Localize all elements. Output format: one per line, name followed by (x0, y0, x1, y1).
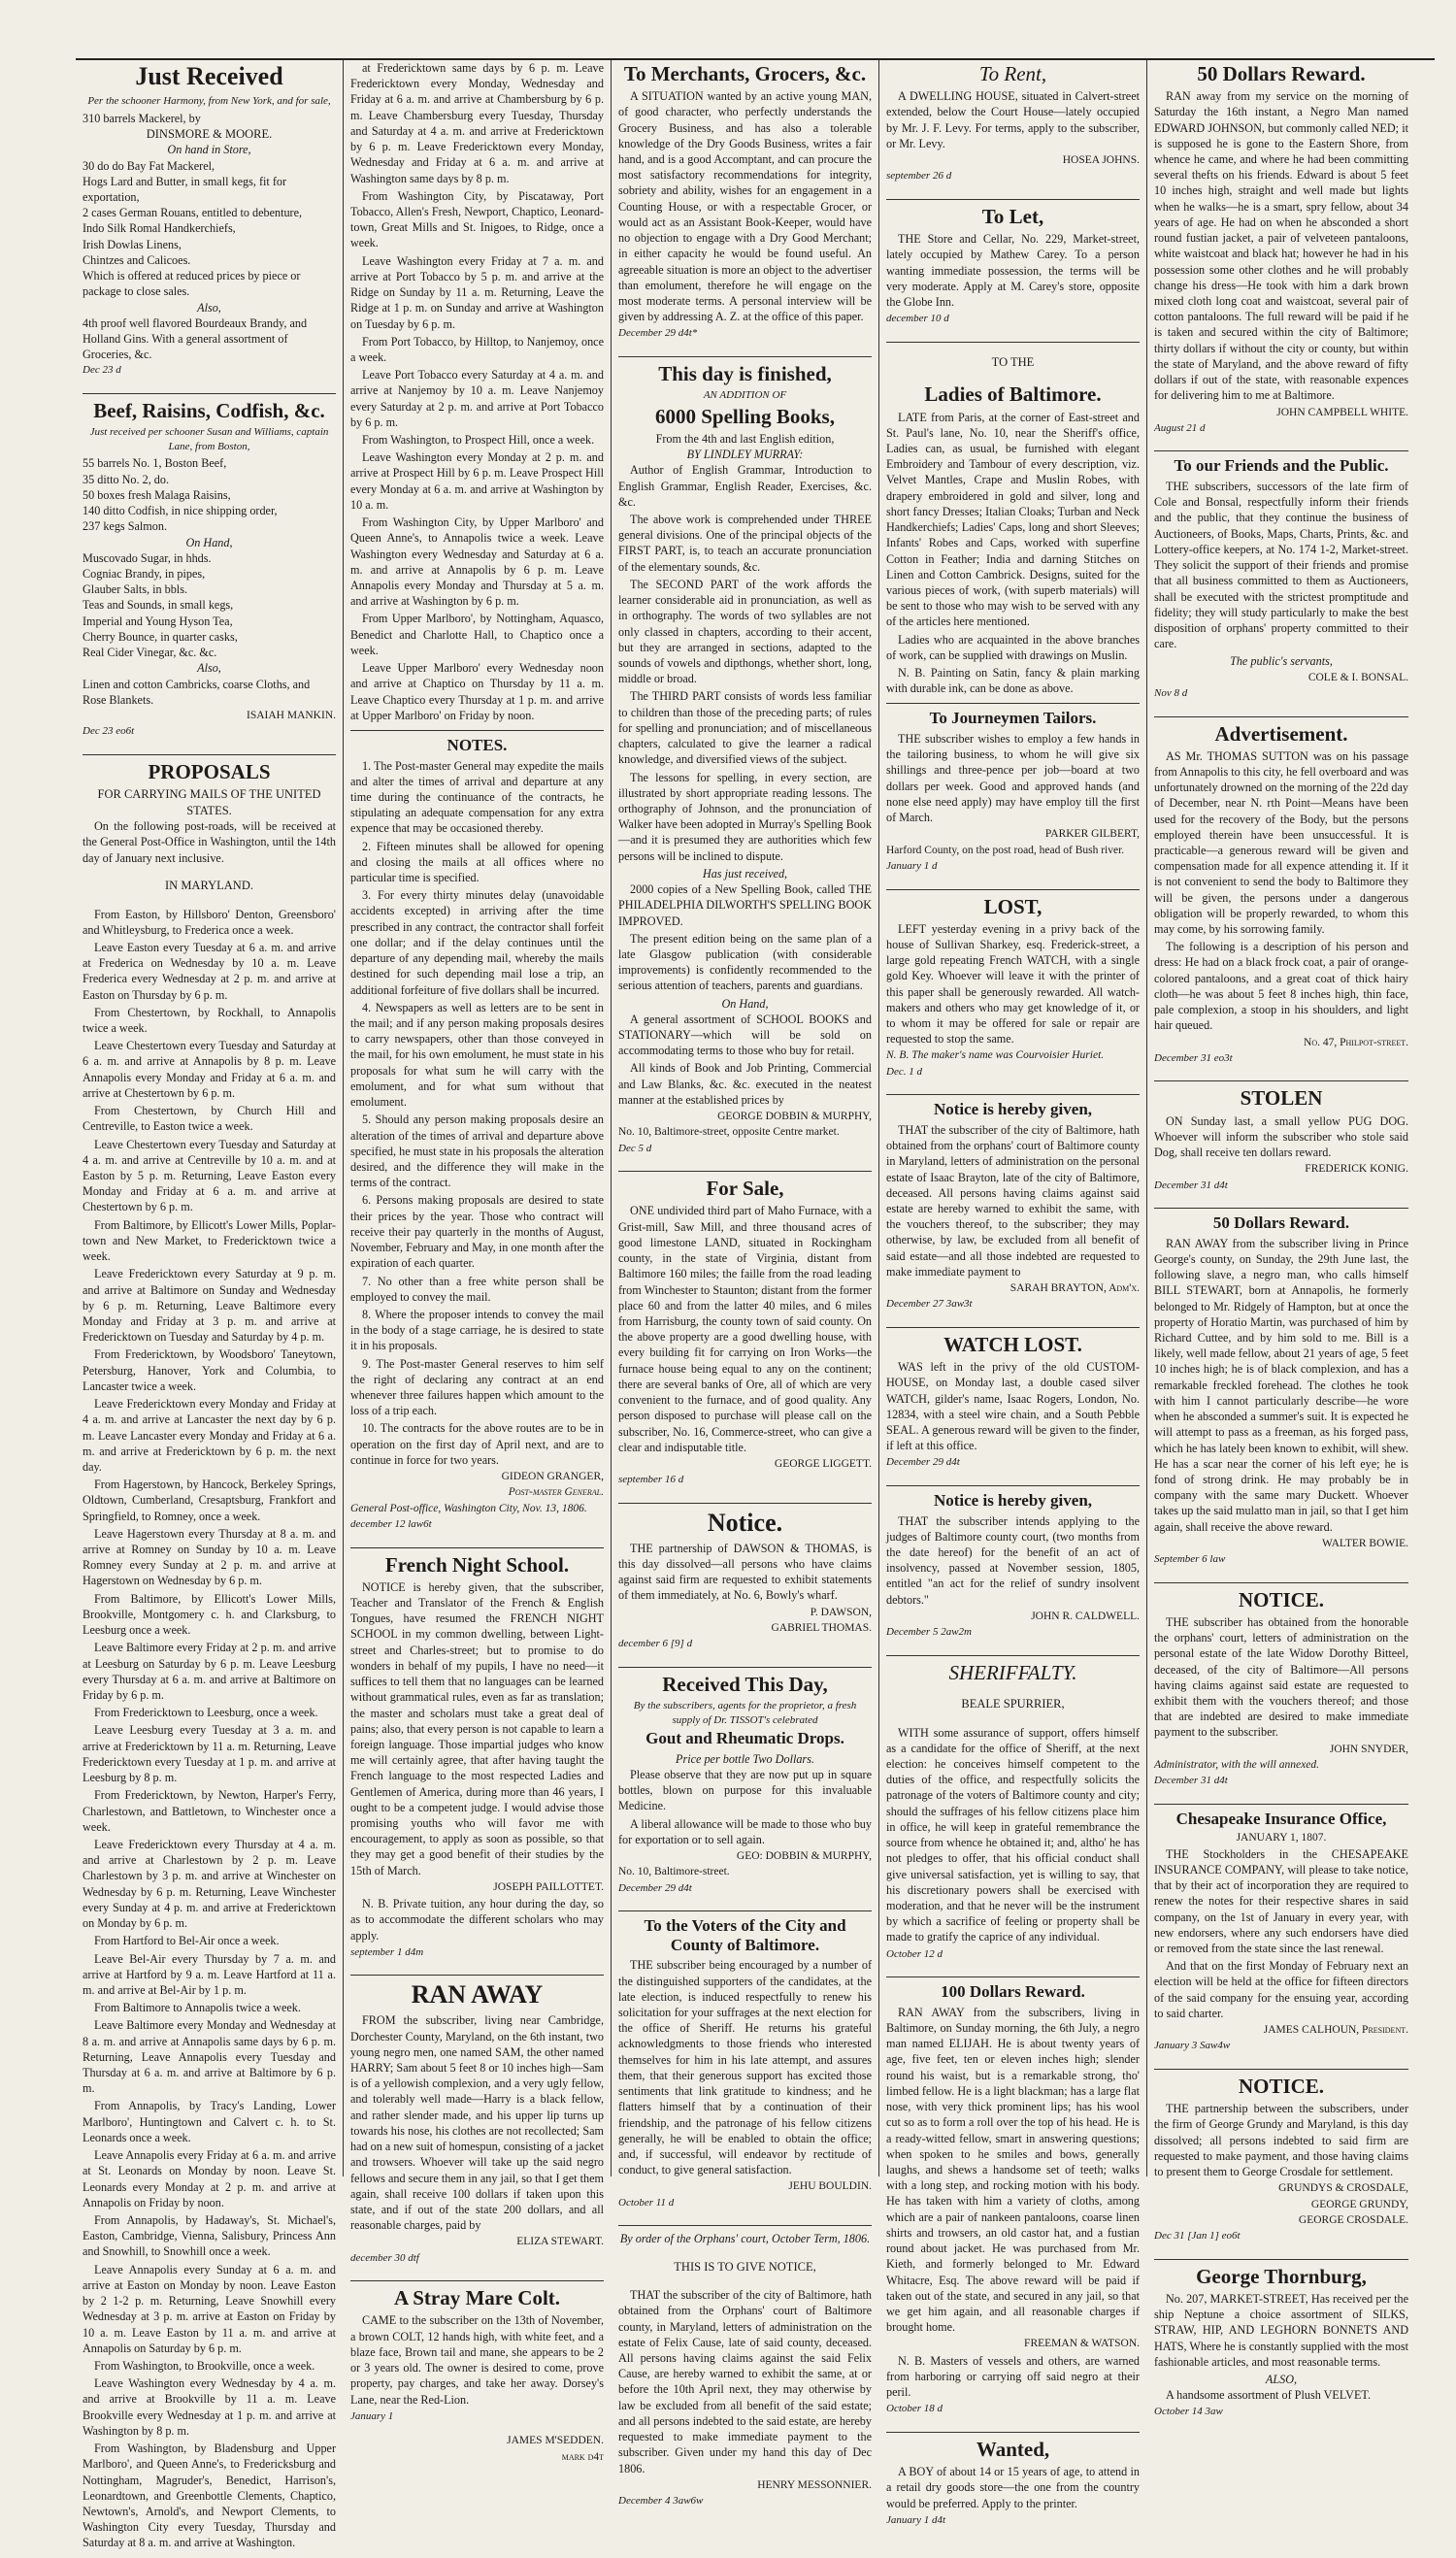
ad-body: The above work is comprehended under THREE general divisions. One of the principal objects of the FIRST PART, is, to teach an accurate pronunciation of the elementary sounds, &c. (618, 513, 872, 574)
ad-body: RAN away from my service on the morning of Saturday the 16th instant, a Negro Man named EDWARD JOHNSON, but commonly called NED; it is supposed he is gone to the Eastern Shore, from whence he came, and where he had been committing several thefts on his friends. Edward is about 5 feet 10 inches high, straight and well made but lights when he walks—he is a smart, spry fellow, about 34 years of age. He had on when he absconded a short round fustian jacket, a pair of velveteen pantaloons, white waistcoat and black hat; however he had in his possession some other clothes and he will probably change his dress—He took with him a dark brown mixed cloth long coat and waistcoat, several pair of cotton pantaloons. The full reward will be paid if he is taken and secured within the city of Baltimore; thirty dollars if without the city or county, but within the state of Maryland, and the above reward of fifty dollars if out of the state, with reasonable expences for delivering him to me at Baltimore. (1154, 89, 1408, 403)
route: Leave Washington every Monday at 2 p. m. and arrive at Prospect Hill by 6 p. m. Leave Prospect Hill every Monday at 6 a. m. and arrive at Washington by 10 a. m. (350, 450, 604, 512)
ad-line: Cherry Bounce, in quarter casks, (83, 629, 238, 644)
ad-stolen (1154, 1086, 1408, 1209)
ad-wanted (886, 2438, 1140, 2542)
ad-title-2: Gout and Rheumatic Drops. (645, 1729, 844, 1748)
ad-signer: HENRY MESSONNIER. (757, 2478, 872, 2491)
note: 6. Persons making proposals are desired to state their prices by the year. Those who contract will receive their pay quarterly in the months of August, November, February and May, in one month after the expiration of each quarter. (350, 1193, 604, 1271)
ad-notice-grundy (1154, 2075, 1408, 2260)
ad-friends-public (1154, 456, 1408, 716)
ad-body: All kinds of Book and Job Printing, Commercial and Law Blanks, &c. &c. executed in the neatest manner at the established prices by (618, 1061, 872, 1107)
route: Leave Hagerstown every Thursday at 8 a. m. and arrive at Romney on Sunday by 10 a. m. Leave Romney every Sunday at 2 p. m. and arrive at Hagerstown on Wednesday by 6 p. m. (83, 1526, 336, 1588)
ad-title: To Let, (981, 204, 1044, 228)
route: From Washington, to Prospect Hill, once a week. (362, 433, 595, 448)
ad-line: On Hand, (185, 535, 233, 549)
ad-line: Indo Silk Romal Handkerchiefs, (83, 221, 236, 236)
ad-body: Please observe that they are now put up in square bottles, blown on purpose for this invaluable Medicine. (618, 1767, 872, 1813)
ad-title: PROPOSALS (148, 759, 271, 783)
ad-date: Dec 23 d (83, 364, 121, 377)
note: 4. Newspapers as well as letters are to be sent in the mail; and if any person making proposals desires to carry newspapers, other than those conveyed in the mail, for his own emolument, he must state in his proposals for what sum he will carry with the emolument, and for what sum without that emolument. (350, 1000, 604, 1110)
column-3 (612, 60, 879, 2508)
ad-line: 55 barrels No. 1, Boston Beef, (83, 456, 227, 471)
route: Leave Upper Marlboro' every Wednesday noon and arrive at Chaptico on Thursday by 11 a. m. Leave Chaptico every Thursday at 1 p. m. and arrive at Upper Marlboro' on Friday by noon. (350, 661, 604, 722)
route: Leave Baltimore every Friday at 2 p. m. and arrive at Leesburg on Saturday by 6 p. m. Leave Leesburg every Thursday at 6 a. m. and arrive at Baltimore on Friday by 6 p. m. (83, 1641, 336, 1703)
ad-subtitle: By the subscribers, agents for the proprietor, a fresh supply of Dr. TISSOT's celebrated (633, 1699, 857, 1726)
ad-signer: JOHN R. CALDWELL. (1031, 1610, 1140, 1622)
ad-title: Advertisement. (1214, 721, 1348, 746)
ad-line: On hand in Store, (167, 143, 251, 157)
ad-body: A general assortment of SCHOOL BOOKS and STATIONARY—which will be sold on accommodating terms to those who buy for retail. (618, 1012, 872, 1058)
ad-line: Imperial and Young Hyson Tea, (83, 614, 233, 628)
route: Leave Easton every Tuesday at 6 a. m. and arrive at Frederica on Wednesday by 10 a. m. Leave Frederica every Wednesday at 2 p. m. and arrive at Easton on Thursday by 6 p. m. (83, 940, 336, 1002)
ad-body: And that on the first Monday of February next an election will be held at the office for fifteen directors of the said company for the ensuing year, according to said charter. (1154, 1959, 1408, 2020)
ad-date: January 1 (350, 2409, 394, 2422)
ad-address: Harford County, on the post road, head of Bush river. (886, 844, 1125, 856)
ad-signer: GRUNDYS & CROSDALE, (1278, 2182, 1408, 2195)
column-2 (344, 60, 612, 2463)
ad-body: The present edition being on the same plan of a late Glasgow publication (with considerable improvements) is confidently recommended to the serious attention of teachers, parents and guardians. (618, 931, 872, 993)
ad-date: December 31 eo3t (1154, 1051, 1233, 1064)
ad-date: Dec 23 eo6t (83, 725, 135, 738)
route: From Hartford to Bel-Air once a week. (94, 1934, 280, 1948)
ad-signer: ISAIAH MANKIN. (247, 709, 336, 721)
ad-merchants (618, 62, 872, 357)
ad-title: To Merchants, Grocers, &c. (623, 62, 867, 85)
route: From Baltimore, by Ellicott's Lower Mills, Brookville, Montgomery c. h. and Clarksburg, to Leesburg once a week. (83, 1591, 336, 1638)
ad-body: A DWELLING HOUSE, situated in Calvert-street extended, below the Court House—lately occupied by Mr. J. F. Levy. For terms, apply to the subscriber, or Mr. Levy. (886, 89, 1140, 150)
ad-line: Real Cider Vinegar, &c. &c. (83, 646, 217, 660)
ad-title: Wanted, (976, 2437, 1050, 2461)
ad-orphans-court (618, 2231, 872, 2523)
ad-line: 140 ditto Codfish, in nice shipping order, (83, 504, 278, 518)
ad-body: THAT the subscriber of the city of Baltimore, hath obtained from the Orphans' court of Baltimore county, in Maryland, letters of administration on the estate of Felix Cause, late of said county, deceased. All persons having claims against the said Felix Cause, are hereby warned to exhibit the same, at or before the 10th April next, they may otherwise by law be excluded from all benefit of the said estate; and all persons indebted to the said estate, are hereby requested to make immediate payment to the subscriber. Given under my hand this day of Dec 1806. (618, 2288, 872, 2475)
ad-body: LATE from Paris, at the corner of East-street and St. Paul's lane, No. 10, near the Sheriff's office, Ladies can, as usual, be furnished with elegant Embroidery and Tambour of every description, viz. Velvet Mantles, Crape and Muslin Robes, with drapery embroidered in gold and silver, long and short fancy Dresses; Italian Cloaks; Turban and Neck Handkerchiefs; Ladies' Caps, long and short Sleeves; Infants' Robes and Caps, worked with superfine Cotton in Feather; India and darning Stitches on Linen and Cotton Cambrick. Designs, suited for the various pieces of work, (with superb materials) will be sent to those who may wish to be served with any of the articles here mentioned. (886, 410, 1140, 629)
ad-title: Beef, Raisins, Codfish, &c. (93, 399, 325, 423)
route: Leave Annapolis every Friday at 6 a. m. and arrive at St. Leonards on Monday by noon. Leave St. Leonards every Monday at 2 p. m. and arrive at Annapolis on Friday by noon. (83, 2148, 336, 2209)
ad-title: To Rent, (978, 62, 1047, 85)
ad-nb: N. B. Private tuition, any hour during the day, so as to accommodate the different scholars who may apply. (350, 1897, 604, 1943)
ad-title: WATCH LOST. (943, 1332, 1082, 1356)
ad-date: Dec 5 d (618, 1142, 652, 1154)
ad-body: THE subscriber being encouraged by a number of the distinguished supporters of the candidates, at the late election, is induced respectfully to renew his solicitation for your suffrages at the next election for the office of Sheriff. He returns his grateful acknowledgments to those friends who interested themselves for him in his late attempt, and assures them, that their generous support has excited those sentiments that link gratitude to kindness; and he flatters himself that by a continuation of their friendship, and the patronage of his fellow citizens generally, he will be enabled to obtain the office; and, if successful, will endeavor by rectitude of conduct, to give general satisfaction. (618, 1958, 872, 2177)
ad-title: To Journeymen Tailors. (929, 709, 1097, 728)
ad-region: IN MARYLAND. (165, 879, 253, 893)
route: From Fredericktown, by Woodsboro' Taneytown, Petersburg, Hanover, York and Columbia, to Lancaster twice a week. (83, 1347, 336, 1393)
ad-title: Received This Day, (662, 1672, 828, 1696)
ad-date: January 3 Saw4w (1154, 2040, 1231, 2052)
ad-lost (886, 895, 1140, 1096)
ad-date: December 27 3aw3t (886, 1298, 973, 1311)
ad-address: No. 10, Baltimore-street, opposite Centre market. (618, 1126, 840, 1139)
ad-date: september 1 d4m (350, 1945, 424, 1958)
ad-line: 4th proof well flavored Bourdeaux Brandy, and Holland Gins. With a general assortment of Groceries, &c. (83, 316, 308, 362)
ad-line: 2 cases German Rouans, entitled to debenture, (83, 206, 303, 220)
ad-date: December 29 d4t (618, 1881, 692, 1894)
ad-signer: JOHN CAMPBELL WHITE. (1276, 406, 1408, 418)
ad-line: From the 4th and last English edition, (655, 431, 835, 446)
ad-line: 35 ditto No. 2, do. (83, 472, 170, 486)
ad-line: 50 boxes fresh Malaga Raisins, (83, 487, 231, 502)
ad-body: The lessons for spelling, in every section, are illustrated by short appropriate reading lessons. The orthography of Johnson, and the pronunciation of Walker have been adopted in Murray's Spelling Book—and it is presumed they are authorities which few persons will be inclined to dispute. (618, 770, 872, 863)
ad-title: George Thornburg, (1196, 2264, 1367, 2288)
ad-signer: GABRIEL THOMAS. (771, 1621, 872, 1634)
ad-spelling-books (618, 362, 872, 1172)
column-5 (1147, 60, 1415, 2418)
ad-body: THE subscribers, successors of the late firm of Cole and Bonsal, respectfully inform their friends and the public, that they continue the business of Auctioneers, of Books, Maps, Charts, Prints, &c. and Lottery-office keepers, at No. 174 1-2, Market-street. They solicit the support of their friends and promise that all business committed to them as Auctioneers, shall be executed with the strictest promptitude and fidelity; they will study particularly to make the best disposition of orphans' property committed to their care. (1154, 479, 1408, 651)
ad-line: Has just received, (702, 866, 788, 880)
ad-date: december 12 law6t (350, 1517, 432, 1530)
ad-title: Just Received (135, 62, 283, 90)
ad-body: THE Store and Cellar, No. 229, Market-street, lately occupied by Mathew Carey. To a person wanting immediate possession, the terms will be very moderate. Apply at M. Carey's store, opposite the Globe Inn. (886, 232, 1140, 309)
ad-line: 237 kegs Salmon. (83, 519, 168, 534)
ad-to-let (886, 205, 1140, 343)
ad-body: ONE undivided third part of Maho Furnace, with a Grist-mill, Saw Mill, and three thousand acres of good limestone LAND, situated in Rockingham county, in the state of Virginia, distant from Baltimore 160 miles; the faille from the road leading from Winchester to Staunton; distant from the former place 60 and from the latter 40 miles, and 6 miles from Harrisburg, the county town of said county. On the above property are a good dwelling house, with every building fit for carrying on Iron Works—the furnace house being equal to any on the continent; there are several banks of Ore, all of which are very convenient to the furnace, and of good quality. Any person disposed to purchase will please call on the subscriber, No. 16, Commerce-street, who can give a clear and indisputable title. (618, 1204, 872, 1454)
ad-line: Also, (197, 300, 221, 315)
ad-title: Notice is hereby given, (933, 1100, 1093, 1119)
ad-signer: P. DAWSON, (810, 1606, 872, 1618)
route: From Chestertown, by Rockhall, to Annapolis twice a week. (83, 1005, 336, 1036)
ad-body: THAT the subscriber of the city of Baltimore, hath obtained from the orphans' court of Baltimore county in Maryland, letters of administration on the personal estate of Isaac Brayton, late of the city of Baltimore, deceased. All persons having claims against said estate are hereby warned to exhibit the same, with the vouchers thereof, to the subscriber; they may otherwise, by law, be excluded from all benefit of said estate—and all those indebted are requested to make immediate payment to (886, 1122, 1140, 1279)
ad-signer: COLE & I. BONSAL. (1307, 671, 1408, 683)
ad-title: 50 Dollars Reward. (1197, 62, 1366, 85)
note: 9. The Post-master General reserves to him self the right of declaring any contract at an end whenever three failures happen which amount to the loss of a trip each. (350, 1356, 604, 1418)
route: From Washington, to Brookville, once a week. (94, 2358, 315, 2373)
ad-watch-lost (886, 1333, 1140, 1486)
ad-dissolution (618, 1509, 872, 1668)
ad-price: Price per bottle Two Dollars. (676, 1751, 814, 1766)
ad-date: Dec 31 [Jan 1] eo6t (1154, 2230, 1241, 2242)
ad-title: NOTICE. (1238, 2075, 1325, 2099)
route: Leave Port Tobacco every Saturday at 4 a. m. and arrive at Nanjemoy by 10 a. m. Leave Nanjemoy every Saturday at 2 p. m. and arrive at Port Tobacco by 6 p. m. (350, 368, 604, 429)
ad-date: January 1 d (886, 859, 938, 872)
ad-body: CAME to the subscriber on the 13th of November, a brown COLT, 12 hands high, with white feet, and a blaze face, Brown tail and mane, she appears to be 2 or 3 years old. The owner is desired to come, prove property, pay charges, and take her away. Dorsey's Lane, near the Red-Lion. (350, 2313, 604, 2407)
ad-signer: GEORGE DOBBIN & MURPHY, (717, 1111, 872, 1123)
ad-body: The THIRD PART consists of words less familiar to children than those of the preceding parts; of rules for spelling and pronunciation; and of miscellaneous chapters, calculated to give the learner a radical knowledge, and diversified views of the subject. (618, 689, 872, 767)
ad-body: 2000 copies of a New Spelling Book, called THE PHILADELPHIA DILWORTH'S SPELLING BOOK IMPROVED. (618, 882, 872, 928)
ad-line: Irish Dowlas Linens, (83, 237, 182, 251)
ad-body: THE partnership between the subscribers, under the firm of George Grundy and Maryland, is this day dissolved; all persons indebted to said firm are requested to make payment, and those having claims to present them to George Crosdale for settlement. (1154, 2102, 1408, 2179)
ad-body: THAT the subscriber intends applying to the judges of Baltimore county court, (two months from the date hereof) for the benefit of an act of insolvency, passed at November session, 1805, entitled "an act for the relief of sundry insolvent debtors." (886, 1513, 1140, 1607)
route: From Hagerstown, by Hancock, Berkeley Springs, Oldtown, Cumberland, Cresaptsburg, Frankfort and Springfield, to Romney, once a week. (83, 1478, 336, 1523)
newspaper-page (76, 58, 1435, 2550)
ad-title: 100 Dollars Reward. (941, 1982, 1085, 2002)
ad-body: THE subscriber wishes to employ a few hands in the tailoring business, to whom he will give six shillings and three-pence per job—board at two dollars per week. Good and approved hands (and none else need apply) may have employ till the first of March. (886, 732, 1140, 825)
ad-address: No. 10, Baltimore-street. (618, 1866, 730, 1878)
ad-date: December 31 d4t (1154, 1179, 1228, 1191)
ad-signer: JEHU BOULDIN. (788, 2180, 872, 2193)
ad-body: WITH some assurance of support, offers himself as a candidate for the office of Sheriff, at the next election: he conceives himself competent to the duties of the office, and respectfully solicits the patronage of the voters of Baltimore county and city; should the suffrages of his fellow citizens place him in office, he will keep in grateful remembrance the source from whence he obtained it; and, altho' he has not pledges to offer, that his official conduct shall give universal satisfaction, yet is willing to say, that his discretionary powers shall be exercised with moderation, and that he never will be the instrument by which a sacrifice of feeling or property shall be made to gratify the caprice of any individual. (886, 1725, 1140, 1944)
ad-french-school (350, 1553, 604, 1977)
ad-body: THE partnership of DAWSON & THOMAS, is this day dissolved—all persons who have claims against said firm are requested to exhibit statements of them immediately, at No. 6, Bowly's wharf. (618, 1541, 872, 1603)
ad-pre: TO THE (991, 355, 1035, 370)
route: Leave Washington every Friday at 7 a. m. and arrive at Port Tobacco by 5 p. m. and arrive at the Ridge on Sunday by 11 a. m. Returning, Leave the Ridge at 1 p. m. on Sunday and arrive at Washington on Tuesday by 6 p. m. (350, 253, 604, 331)
ad-title: 50 Dollars Reward. (1212, 1213, 1350, 1233)
ad-subtitle: THIS IS TO GIVE NOTICE, (674, 2260, 816, 2275)
ad-title: LOST, (983, 894, 1042, 918)
ad-body: THE Stockholders in the CHESAPEAKE INSURANCE COMPANY, will please to take notice, that by their act of incorporation they are required to renew the notes for their respective shares in said company, on the 1st of January in every year, with new endorsers, where any such endorsers have died or removed from the state since the last renewal. (1154, 1846, 1408, 1956)
ad-title-2: 6000 Spelling Books, (655, 404, 835, 428)
ad-date: October 14 3aw (1154, 2406, 1223, 2418)
ad-50-dollars-johnson (1154, 62, 1408, 451)
ad-subtitle: Just received per schooner Susan and Williams, captain Lane, from Boston, (89, 426, 329, 452)
ad-note: A liberal allowance will be made to those who buy for exportation or to sell again. (618, 1816, 872, 1846)
ad-line: Cogniac Brandy, in pipes, (83, 566, 206, 581)
ad-line: Hogs Lard and Butter, in small kegs, fit for exportation, (83, 174, 287, 205)
ad-signer: GEO: DOBBIN & MURPHY, (736, 1850, 872, 1863)
ad-body: Ladies who are acquainted in the above branches of work, can be supplied with drawings on Muslin. (886, 632, 1140, 662)
ad-date: December 29 d4t* (618, 327, 698, 340)
ad-body: Author of English Grammar, Introduction to English Grammar, English Reader, Exercises, &c. &c. (618, 463, 872, 509)
ad-subtitle: Per the schooner Harmony, from New York, and for sale, (87, 94, 331, 107)
ad-office: General Post-office, Washington City, Nov. 13, 1806. (350, 1502, 587, 1514)
route: Leave Fredericktown every Saturday at 9 p. m. and arrive at Baltimore on Sunday and Wednesday by 6 p. m. Returning, Leave Baltimore every Monday and Friday at 3 p. m. and arrive at Fredericktown on Tuesday and Saturday by 4 p. m. (83, 1267, 336, 1345)
ad-title: SHERIFFALTY. (948, 1660, 1077, 1684)
note: 10. The contracts for the above routes are to be in operation on the first day of April next, and are to continue in force for two years. (350, 1421, 604, 1467)
ad-line: 310 barrels Mackerel, by (83, 111, 201, 125)
ad-date: September 6 law (1154, 1553, 1226, 1566)
ad-body: A SITUATION wanted by an active young MAN, of good character, who perfectly understands the Grocery Business, and has also a tolerable knowledge of the Dry Goods Business, writes a fair hand, and is a good Accomptant, and can procure the most satisfactory recommendations for integrity, sobriety and ability, wishes for an engagement in a Counting House, or with a respectable Grocer, or would act as an Assistant Book-Keeper, would have no objection to engage with a Dry Good Merchant; in either capacity he would be found useful. An agreeable situation is more an object to the advertiser than emolument, therefore he will engage on the most moderate terms. A personal interview will be given by addressing A. Z. at the office of this paper. (618, 89, 872, 324)
route: Leave Bel-Air every Thursday by 7 a. m. and arrive at Hartford by 9 a. m. Leave Hartford at 11 a. m. and arrive at Bel-Air by 1 p. m. (83, 1951, 336, 1997)
ad-title: Notice is hereby given, (933, 1491, 1093, 1511)
ad-line: On Hand, (721, 996, 769, 1011)
ad-nb: N. B. The maker's name was Courvoisier Huriet. (886, 1049, 1105, 1062)
note: 2. Fifteen minutes shall be allowed for opening and closing the mails at all offices where no particular time is specified. (350, 839, 604, 885)
ad-body: On the following post-roads, will be received at the General Post-Office in Washington, until the 14th day of January next inclusive. (83, 819, 336, 865)
route: From Fredericktown to Leesburg, once a week. (94, 1706, 318, 1720)
ad-title: RAN AWAY (411, 1980, 544, 2010)
ad-title: NOTICE. (1238, 1587, 1325, 1611)
ad-subtitle: FOR CARRYING MAILS OF THE UNITED STATES. (97, 786, 321, 817)
ad-body: WAS left in the privy of the old CUSTOM-HOUSE, on Monday last, a double cased silver WATCH, gilder's name, Isaac Rogers, London, No. 12834, with a steel wire chain, and a South Pebble SEAL. A generous reward will be given to the finder, if left at this office. (886, 1360, 1140, 1453)
ad-to-rent (886, 62, 1140, 200)
ad-also: ALSO, (1265, 2372, 1298, 2386)
route: From Baltimore to Annapolis twice a week. (94, 2001, 301, 2015)
ad-author: BY LINDLEY MURRAY: (686, 448, 804, 462)
route: Leave Annapolis every Sunday at 6 a. m. and arrive at Easton on Monday by noon. Leave Easton by 2 1-2 p. m. Returning, Leave Snowhill every Wednesday at 3 p. m. arrive at Easton on Friday by 10 a. m. Leave Easton by 11 a. m. and arrive at Annapolis on Saturday by 6 p. m. (83, 2262, 336, 2355)
ad-50-dollars-bowie (1154, 1213, 1408, 1583)
ad-date: January 1 d4t (886, 2513, 946, 2526)
ad-title: Ladies of Baltimore. (924, 382, 1102, 407)
ad-title: STOLEN (1240, 1086, 1323, 1111)
ad-date: December 29 d4t (886, 1456, 960, 1469)
ad-line: Linen and cotton Cambricks, coarse Cloths, and Rose Blankets. (83, 677, 311, 707)
ad-line: Chintzes and Calicoes. (83, 252, 191, 267)
ad-date: december 30 dtf (350, 2251, 419, 2264)
ad-role: Administrator, with the will annexed. (1154, 1758, 1319, 1771)
ad-notice-brayton (886, 1100, 1140, 1328)
ad-voters (618, 1916, 872, 2226)
note: 7. No other than a free white person shall be employed to convey the mail. (350, 1274, 604, 1304)
ad-signer: GEORGE GRUNDY, (1310, 2198, 1408, 2210)
ad-signer: GIDEON GRANGER, (501, 1471, 604, 1483)
ad-mail-routes-continued (350, 60, 604, 731)
ad-stray-mare (350, 2286, 604, 2471)
ad-body: LEFT yesterday evening in a privy back of the house of Sullivan Sharkey, esq. Frederick-street, a large gold repeating French WATCH, with a single gold Key. Whoever will leave it with the printer of this paper shall be generously rewarded. All watch-makers and others who may get knowledge of it, or to whom it may be offered for sale or repair are requested to stop the same. (886, 921, 1140, 1046)
ad-insurance (1154, 1810, 1408, 2070)
ad-proposals (83, 760, 336, 2558)
ad-thornburg (1154, 2265, 1408, 2435)
ad-gout-drops (618, 1673, 872, 1911)
ad-date: december 10 d (886, 313, 949, 325)
ad-date: september 16 d (618, 1474, 684, 1486)
ad-body: A BOY of about 14 or 15 years of age, to attend in a retail dry goods store—the one from the country would be preferred. Apply to the printer. (886, 2465, 1140, 2510)
ad-body: The SECOND PART of the work affords the learner considerable aid in pronunciation, as well as in orthography. The words of two syllables are not only classed in chapters, according to their accent, but they are arranged in sections, adapted to the sounds of vowels and dipthongs, whether short, long, middle or broad. (618, 577, 872, 686)
route: From Annapolis, by Tracy's Landing, Lower Marlboro', Huntingtown and Calvert c. h. to St. Leonards once a week. (83, 2099, 336, 2144)
ad-signer: GEORGE LIGGETT. (774, 1457, 872, 1470)
ad-mark: mark d4t (561, 2450, 604, 2463)
ad-body: FROM the subscriber, living near Cambridge, Dorchester County, Maryland, on the 6th instant, two young negro men, one named SAM, the other named HARRY; Sam about 5 feet 8 or 10 inches high—Sam is of a yellowish complexion, and a very ugly fellow, and tolerably well made—Harry is a black fellow, and rather slender made, and his upper lip turns up towards his nose, his clothes are not recollected; Sam had on a new suit of homespun, consisting of a jacket and trowsers. Whoever will take up the said negro fellows and secure them in any jail, so that I get them again, shall receive 100 dollars if taken upon this state, and if out of the state 200 dollars, and all reasonable charges, paid by (350, 2013, 604, 2233)
ad-ran-away-stewart (350, 1980, 604, 2281)
ad-signer-title: Post-master General. (508, 1486, 604, 1499)
route: From Fredericktown, by Newton, Harper's Ferry, Charlestown, and Battletown, to Winchester once a week. (83, 1788, 336, 1834)
route: From Washington, by Bladensburg and Upper Marlboro', and Queen Anne's, to Fredericksburg and Nottingham, Magruder's, Benedict, Harrison's, Leonardtown, and Greenbottle Clements, Chaptico, Newtown's, Arnold's, and Newport Clements, to Washington City every Tuesday, Thursday and Saturday at 8 a. m. and arrive at Washington. (83, 2442, 336, 2550)
route: From Chestertown, by Church Hill and Centreville, to Easton twice a week. (83, 1104, 336, 1134)
ad-address: No. 47, Philpot-street. (1304, 1036, 1408, 1048)
ad-line: Teas and Sounds, in small kegs, (83, 598, 234, 613)
ad-signer: PARKER GILBERT, (1044, 828, 1140, 841)
ad-title: French Night School. (384, 1552, 570, 1577)
note: 8. Where the proposer intends to convey the mail in the body of a stage carriage, he is desired to state it in his proposals. (350, 1307, 604, 1353)
ad-line: Muscovado Sugar, in hhds. (83, 550, 212, 565)
route: Leave Fredericktown every Monday and Friday at 4 a. m. and arrive at Lancaster the next day by 6 p. m. Leave Lancaster every Monday and Friday at 6 a. m. and arrive at Fredericktown by 6 p. m. the next day. (83, 1397, 336, 1474)
ad-body: RAN AWAY from the subscribers, living in Baltimore, on Sunday morning, the 6th July, a negro man named ELIJAH. He is about twenty years of age, five feet, ten or eleven inches high; slender round his waist, but is a remarkable strong, tho' limbed fellow. He is a light blackman; has a large flat nose, with very thick prominent lips; has his wool cut so as to form a roll over the top of his head. He is a ready-witted fellow, smart in answering questions; when spoken to he smiles and bows, generally laughs, and shews a handsome set of teeth; walks with a long step, and rocking motion with his body. He has taken with him a variety of cloths, among which are a pair of nankeen pantaloons, coarse linen shirts and trowsers, an old castor hat, and a fustian round about jacket. He was purchased from Mr. Kieth, and formerly belonged to Mr. Edward Whitacre, Esq. The above reward will be paid if taken out of the state, and secured in any jail, so that we get him again, and all reasonable charges if brought home. (886, 2005, 1140, 2335)
ad-sheriffalty (886, 1661, 1140, 1977)
ad-tail: The public's servants, (1230, 654, 1333, 669)
ad-body: No. 207, MARKET-STREET, Has received per the ship Neptune a choice assortment of SILKS, STRAW, HIP, AND LEGHORN BONNETS AND HATS, Where he is constantly supplied with the most fashionable articles, and most reasonable terms. (1154, 2291, 1408, 2369)
ad-signer: JOSEPH PAILLOTTET. (493, 1880, 604, 1893)
ad-signer: JAMES CALHOUN, President. (1263, 2024, 1408, 2037)
ad-notice-snyder (1154, 1588, 1408, 1805)
ad-signer: FREEMAN & WATSON. (1024, 2338, 1140, 2350)
ad-title: Chesapeake Insurance Office, (1175, 1809, 1387, 1828)
ad-date-line: JANUARY 1, 1807. (1236, 1832, 1327, 1844)
ad-date: December 4 3aw6w (618, 2495, 704, 2508)
ad-date: December 5 2aw2m (886, 1626, 972, 1639)
route: From Washington City, by Upper Marlboro' and Queen Anne's, to Annapolis twice a week. Leave Washington every Wednesday and Saturday at 6 a. m. and arrive at Annapolis by 6 p. m. Leave Annapolis every Monday and Thursday at 5 a. m. and arrive at Washington by 6 p. m. (350, 515, 604, 609)
note: 3. For every thirty minutes delay (unavoidable accidents excepted) in arriving after the time prescribed in any contract, the contractor shall forfeit one dollar; and if the delay continues until the departure of any depending mail, whereby the mails destined for such depending mail lose a trip, an additional forfeiture of five dollars shall be incurred. (350, 888, 604, 997)
ad-date: september 26 d (886, 170, 952, 183)
route: at Fredericktown same days by 6 p. m. Leave Fredericktown every Monday, Wednesday and Friday at 6 a. m. and arrive at Chambersburg by 6 p. m. Leave Chambersburg every Tuesday, Thursday and Saturday at 4 a. m. and arrive at Fredericktown by 6 p. m. Leave Fredericktown every Monday, Wednesday and Friday at 6 a. m. and arrive at Washington same days by 8 p. m. (350, 61, 604, 185)
ad-signer: HOSEA JOHNS. (1062, 154, 1140, 167)
ad-title: To the Voters of the City and County of Baltimore. (644, 1916, 846, 1954)
ad-head: By order of the Orphans' court, October Term, 1806. (619, 2232, 871, 2246)
column-1 (76, 60, 344, 2550)
ad-date: October 11 d (618, 2196, 675, 2209)
route: From Baltimore, by Ellicott's Lower Mills, Poplar-town and New Market, to Fredericktown twice a week. (83, 1217, 336, 1264)
route: Leave Leesburg every Tuesday at 3 a. m. and arrive at Fredericktown by 11 a. m. Returning, Leave Fredericktown every Tuesday at 1 p. m. and arrive at Leesburg by 8 p. m. (83, 1723, 336, 1785)
ad-signer: FREDERICK KONIG. (1305, 1163, 1408, 1176)
ad-date: Nov 8 d (1154, 686, 1188, 699)
note: 5. Should any person making proposals desire an alteration of the times of arrival and departure above specified, he must state in his proposals the alteration desired, and the difference they will make in the terms of the contract. (350, 1113, 604, 1190)
ad-signer: JAMES M'SEDDEN. (507, 2435, 604, 2447)
ad-body: THE subscriber has obtained from the honorable the orphans' court, letters of administration on the personal estate of the late Widow Dorothy Bitteel, deceased, of the city of Baltimore—All persons having claims against said estate are requested to exhibit them with the vouchers thereof; and those that are indebted are desired to make immediate payment to the subscriber. (1154, 1614, 1408, 1740)
ad-signer: ELIZA STEWART. (516, 2236, 604, 2248)
ad-title: NOTES. (447, 735, 508, 754)
ad-signer: SARAH BRAYTON, Adm'x. (1009, 1282, 1140, 1295)
ad-body: ON Sunday last, a small yellow PUG DOG. Whoever will inform the subscriber who stole said Dog, shall receive ten dollars reward. (1154, 1113, 1408, 1160)
column-4 (879, 60, 1147, 2526)
ad-line: Which is offered at reduced prices by piece or package to close sales. (83, 269, 301, 299)
ad-100-dollars-reward (886, 1982, 1140, 2433)
ad-just-received (83, 62, 336, 394)
note: 1. The Post-master General may expedite the mails and alter the times of arrival and departure at any time during the continuance of the contracts, he stipulating an adequate compensation for any extra expence that may be occasioned thereby. (350, 758, 604, 836)
ad-title: To our Friends and the Public. (1174, 456, 1389, 476)
ad-signer: WALTER BOWIE. (1321, 1537, 1408, 1549)
route: From Upper Marlboro', by Nottingham, Aquasco, Benedict and Charlotte Hall, to Chaptico once a week. (350, 612, 604, 657)
ad-for-sale (618, 1177, 872, 1504)
ad-date: August 21 d (1154, 421, 1206, 434)
ad-notice-caldwell (886, 1491, 1140, 1656)
ad-body: AS Mr. THOMAS SUTTON was on his passage from Annapolis to this city, he fell overboard and was unfortunately drowned on the morning of the 22d day of December, near N. rth Point—Means have been used for the recovery of the Body, but the persons employed therein have been unsuccessful. It is practicable—a generous reward will be given and compensation made for all expence attending it. If it is not convenient to send the body to Baltimore they will be given, the persons under a dangerous obligation will be properly rewarded, to whom this may come, by his sorrowing family. (1154, 748, 1408, 937)
ad-date: Dec. 1 d (886, 1065, 922, 1078)
ad-signer: GEORGE CROSDALE. (1298, 2213, 1408, 2226)
ad-notes (350, 736, 604, 1548)
ad-title: A Stray Mare Colt. (393, 2286, 561, 2310)
ad-advertisement-sutton (1154, 722, 1408, 1082)
route: Leave Chestertown every Tuesday and Saturday at 6 a. m. and arrive at Annapolis by 8 p. m. Leave Annapolis every Monday and Friday at 6 a. m. and arrive at Chestertown by 6 p. m. (83, 1039, 336, 1100)
route: Leave Fredericktown every Thursday at 4 a. m. and arrive at Charlestown by 2 p. m. Leave Charlestown by 3 p. m. and arrive at Winchester on Wednesday by 6 p. m. Returning, Leave Winchester every Sunday at 4 p. m. and arrive at Fredericktown on Monday by 6 p. m. (83, 1837, 336, 1931)
ad-nb: N. B. Painting on Satin, fancy & plain marking with durable ink, can be done as above. (886, 666, 1140, 696)
ad-line: 30 do do Bay Fat Mackerel, (83, 158, 215, 173)
ad-title: This day is finished, (658, 362, 832, 386)
ad-line: Also, (197, 661, 221, 676)
ad-date: december 6 [9] d (618, 1638, 693, 1650)
ad-ladies (886, 354, 1140, 704)
ad-name: BEALE SPURRIER, (961, 1697, 1065, 1711)
ad-body: RAN AWAY from the subscriber living in Prince George's county, on Sunday, the 29th June last, the following slave, a negro man, who calls himself BILL STEWART, born at Annapolis, he formerly belonged to Mr. Ridgely of Hampton, but at once the property of Horatio Martin, was purchased of him by Richard Cuttee, and by him sold to me. Bill is a likely, well made fellow, about 21 years of age, 5 feet 10 inches high; he is of black complexion, and has a remarkable freckled forehead. The clothes he took with him I cannot particularly describe—he wore when he absconded a summer's suit. It is expected he will attempt to pass as a freeman, as his forged pass, which he has lately been known to exhibit, will shew. He has a scar near the corner of his left eye; he is fond of strong drink. He may probably be in company with the same mary Duckett. Whoever takes up the said mulatto man in jail, so that I get him again, shall receive the above reward. (1154, 1236, 1408, 1534)
route: From Easton, by Hillsboro' Denton, Greensboro' and Whitleysburg, to Frederica once a week. (83, 907, 336, 937)
ad-body: A handsome assortment of Plush VELVET. (1166, 2388, 1372, 2403)
route: Leave Baltimore every Monday and Wednesday at 8 a. m. and arrive at Annapolis same days by 6 p. m. Returning, Leave Annapolis every Tuesday and Thursday at 6 a. m. and arrive at Baltimore by 6 p. m. (83, 2018, 336, 2096)
route: Leave Washington every Wednesday by 4 a. m. and arrive at Brookville by 11 a. m. Leave Brookville every Wednesday at 1 p. m. and arrive at Washington by 8 p. m. (83, 2376, 336, 2438)
ad-line: Glauber Salts, in bbls. (83, 582, 187, 597)
route: From Port Tobacco, by Hilltop, to Nanjemoy, once a week. (350, 334, 604, 364)
route: From Washington City, by Piscataway, Port Tobacco, Allen's Fresh, Newport, Chaptico, Leonard-town, Great Mills and St. Inigoes, to Ridge, once a week. (350, 188, 604, 250)
route: Leave Chestertown every Tuesday and Saturday at 4 a. m. and arrive at Centreville by 10 a. m. and at Easton by 5 p. m. Returning, Leave Easton every Monday and Friday at 6 a. m. and arrive at Chestertown by 6 p. m. (83, 1137, 336, 1214)
ad-subtitle: AN ADDITION OF (703, 389, 787, 402)
ad-date: December 31 d4t (1154, 1775, 1228, 1787)
ad-title: Notice. (707, 1508, 783, 1537)
route: From Annapolis, by Hadaway's, St. Michael's, Easton, Cambridge, Vienna, Salisbury, Princess Ann and Snowhill, to Snowhill once a week. (83, 2213, 336, 2259)
ad-title: For Sale, (706, 1177, 784, 1201)
ad-beef-raisins (83, 399, 336, 755)
ad-date: October 12 d (886, 1947, 943, 1960)
ad-date: October 18 d (886, 2403, 943, 2415)
ad-body: NOTICE is hereby given, that the subscriber, Teacher and Translator of the French & English Tongues, have resumed the FRENCH NIGHT SCHOOL in my common dwelling, between Light-street and Charles-street; but to promise to do wonders in behalf of my pupils, I have no need—it suffices to tell them that no languages can be learned without grammatical rules, even as far as translation; the master and scholars must take a great deal of pains; also, that every person is not capable to learn a foreign language. Those impartial judges who know me will certainly agree, that after having taught the French language to the most respected Ladies and Gentlemen of America, during more than 46 years, I ought to be a competent judge. I would advise those promising youths who will favor me with encouragement, to apply as soon as possible, so that they may get a good benefit of their studies by the 15th of March. (350, 1579, 604, 1877)
ad-tailors (886, 709, 1140, 889)
ad-signer: JOHN SNYDER, (1329, 1743, 1408, 1755)
ad-body: The following is a description of his person and dress: He had on a black frock coat, a pair of orange-colored pantaloons, and a great coat of thick hairy cloth—he was about 5 feet 8 inches high, thin face, pale complexion, a stoop in his shoulders, and light hair queued. (1154, 940, 1408, 1033)
ad-nb: N. B. Masters of vessels and others, are warned from harboring or carrying off said negro at their peril. (886, 2353, 1140, 2400)
ad-line: DINSMORE & MOORE. (146, 126, 273, 141)
